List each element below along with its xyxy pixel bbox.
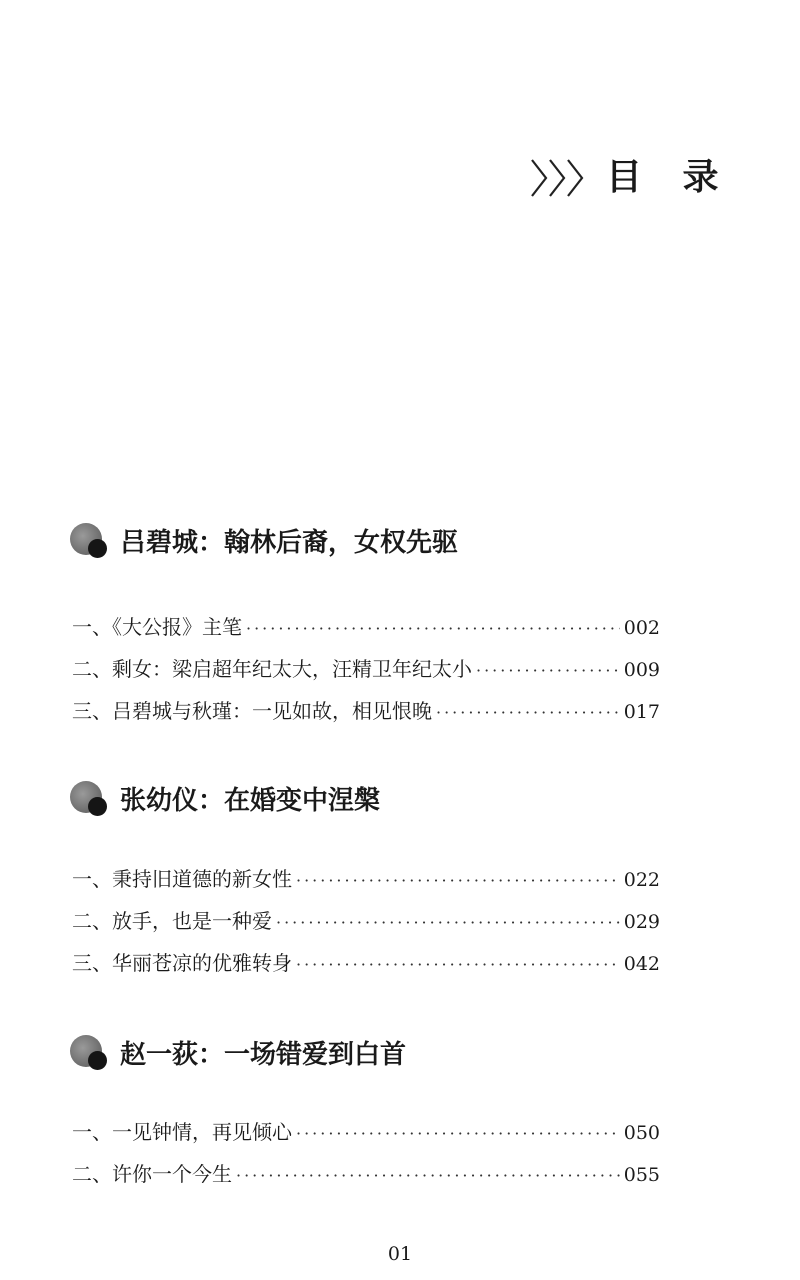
section-title: 张幼仪：在婚变中涅槃 bbox=[120, 785, 381, 816]
toc-entry[interactable] bbox=[72, 654, 660, 684]
toc-entry[interactable] bbox=[72, 612, 660, 642]
entry-title: 二、剩女：梁启超年纪太大，汪精卫年纪太小 bbox=[72, 657, 472, 681]
entry-page-number: 050 bbox=[623, 1122, 660, 1144]
entry-page-number: 002 bbox=[623, 617, 660, 639]
section-title: 吕碧城：翰林后裔，女权先驱 bbox=[120, 527, 459, 558]
section-heading[interactable] bbox=[70, 518, 458, 562]
dot-leader bbox=[296, 866, 620, 896]
dot-leader bbox=[476, 656, 620, 686]
dot-leader bbox=[436, 698, 620, 728]
entry-title: 一、《大公报》主笔 bbox=[72, 615, 242, 639]
entry-page-number: 022 bbox=[623, 869, 660, 891]
entry-title: 二、放手，也是一种爱 bbox=[72, 909, 272, 933]
entry-page-number: 042 bbox=[623, 953, 660, 975]
page-number: 01 bbox=[387, 1243, 413, 1265]
toc-entry[interactable] bbox=[72, 696, 660, 726]
toc-header bbox=[528, 150, 733, 206]
entry-page-number: 009 bbox=[623, 659, 660, 681]
entry-page-number: 029 bbox=[623, 911, 660, 933]
entry-page-number: 055 bbox=[623, 1164, 660, 1186]
dot-leader bbox=[276, 908, 620, 938]
overlapping-circles-icon bbox=[70, 520, 110, 560]
triple-chevron-right-icon bbox=[528, 154, 590, 202]
dot-leader bbox=[296, 950, 620, 980]
page-title: 目 录 bbox=[606, 157, 733, 198]
entry-title: 三、吕碧城与秋瑾：一见如故，相见恨晚 bbox=[72, 699, 432, 723]
entry-title: 三、华丽苍凉的优雅转身 bbox=[72, 951, 292, 975]
overlapping-circles-icon bbox=[70, 778, 110, 818]
overlapping-circles-icon bbox=[70, 1032, 110, 1072]
section-heading[interactable] bbox=[70, 776, 380, 820]
dot-leader bbox=[246, 614, 620, 644]
entry-title: 一、秉持旧道德的新女性 bbox=[72, 867, 292, 891]
section-heading[interactable] bbox=[70, 1030, 406, 1074]
dot-leader bbox=[236, 1161, 620, 1191]
toc-entry[interactable] bbox=[72, 1159, 660, 1189]
entry-title: 一、一见钟情，再见倾心 bbox=[72, 1120, 292, 1144]
dot-leader bbox=[296, 1119, 620, 1149]
toc-entry[interactable] bbox=[72, 864, 660, 894]
toc-entry[interactable] bbox=[72, 1117, 660, 1147]
toc-entry[interactable] bbox=[72, 948, 660, 978]
toc-entry[interactable] bbox=[72, 906, 660, 936]
entry-title: 二、许你一个今生 bbox=[72, 1162, 232, 1186]
entry-page-number: 017 bbox=[623, 701, 660, 723]
section-title: 赵一荻：一场错爱到白首 bbox=[120, 1039, 407, 1070]
